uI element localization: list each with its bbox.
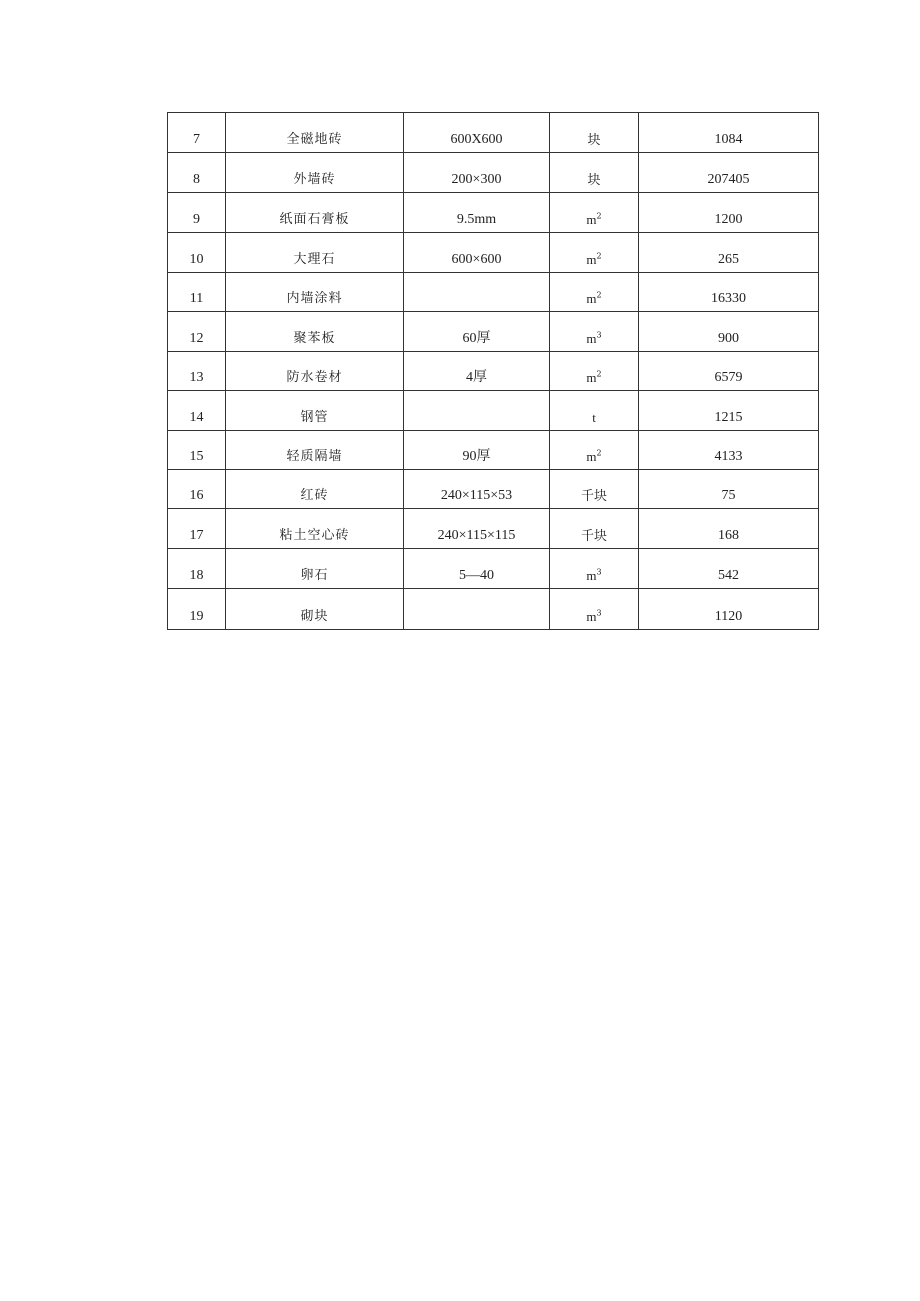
specification-cell: 600×600 — [404, 233, 550, 273]
material-name-cell: 钢管 — [226, 391, 404, 431]
specification-cell: 4厚 — [404, 352, 550, 391]
unit-exponent: 3 — [596, 608, 602, 618]
specification-cell — [404, 589, 550, 630]
material-name-cell: 轻质隔墙 — [226, 431, 404, 470]
unit-cell — [550, 193, 639, 233]
table-row — [168, 233, 819, 273]
unit-text: 块 — [587, 132, 601, 147]
unit-exponent: 2 — [596, 448, 602, 458]
unit-exponent: 2 — [596, 369, 602, 379]
row-number-cell: 16 — [168, 470, 226, 509]
unit-text: m — [586, 212, 597, 227]
row-number-cell: 19 — [168, 589, 226, 630]
table-row — [168, 273, 819, 312]
unit-cell — [550, 153, 639, 193]
unit-text: m — [586, 568, 597, 583]
unit-text: t — [592, 410, 596, 425]
unit-exponent: 2 — [596, 211, 602, 221]
row-number-cell: 14 — [168, 391, 226, 431]
unit-exponent: 2 — [596, 290, 602, 300]
quantity-cell: 1084 — [639, 113, 819, 153]
unit-cell — [550, 391, 639, 431]
table-row — [168, 312, 819, 352]
specification-cell: 90厚 — [404, 431, 550, 470]
unit-text: m — [586, 252, 597, 267]
specification-cell — [404, 273, 550, 312]
row-number-cell: 11 — [168, 273, 226, 312]
material-name-cell: 粘土空心砖 — [226, 509, 404, 549]
table-row — [168, 352, 819, 391]
row-number-cell: 13 — [168, 352, 226, 391]
material-name-cell: 外墙砖 — [226, 153, 404, 193]
row-number-cell: 12 — [168, 312, 226, 352]
unit-text: m — [586, 291, 597, 306]
material-name-cell: 纸面石膏板 — [226, 193, 404, 233]
unit-cell — [550, 470, 639, 509]
row-number-cell: 18 — [168, 549, 226, 589]
quantity-cell: 168 — [639, 509, 819, 549]
unit-text: m — [586, 331, 597, 346]
materials-table — [167, 112, 819, 630]
specification-cell — [404, 391, 550, 431]
specification-cell: 600X600 — [404, 113, 550, 153]
material-name-cell: 砌块 — [226, 589, 404, 630]
unit-cell — [550, 431, 639, 470]
unit-cell — [550, 509, 639, 549]
specification-cell: 60厚 — [404, 312, 550, 352]
materials-table-body — [168, 113, 819, 630]
material-name-cell: 大理石 — [226, 233, 404, 273]
specification-cell: 200×300 — [404, 153, 550, 193]
material-name-cell: 全磁地砖 — [226, 113, 404, 153]
quantity-cell: 265 — [639, 233, 819, 273]
unit-cell — [550, 273, 639, 312]
row-number-cell: 7 — [168, 113, 226, 153]
specification-cell: 9.5mm — [404, 193, 550, 233]
unit-exponent: 3 — [596, 330, 602, 340]
unit-text: m — [586, 449, 597, 464]
quantity-cell: 4133 — [639, 431, 819, 470]
table-row — [168, 391, 819, 431]
material-name-cell: 卵石 — [226, 549, 404, 589]
unit-text: 千块 — [580, 528, 607, 543]
quantity-cell: 75 — [639, 470, 819, 509]
table-row — [168, 549, 819, 589]
material-name-cell: 红砖 — [226, 470, 404, 509]
quantity-cell: 542 — [639, 549, 819, 589]
unit-cell — [550, 233, 639, 273]
quantity-cell: 900 — [639, 312, 819, 352]
unit-text: 千块 — [580, 488, 607, 503]
row-number-cell: 10 — [168, 233, 226, 273]
quantity-cell: 1200 — [639, 193, 819, 233]
material-name-cell: 防水卷材 — [226, 352, 404, 391]
row-number-cell: 9 — [168, 193, 226, 233]
unit-exponent: 2 — [596, 251, 602, 261]
table-row — [168, 193, 819, 233]
unit-text: 块 — [587, 172, 601, 187]
unit-cell — [550, 312, 639, 352]
unit-exponent: 3 — [596, 567, 602, 577]
unit-cell — [550, 589, 639, 630]
row-number-cell: 17 — [168, 509, 226, 549]
row-number-cell: 8 — [168, 153, 226, 193]
quantity-cell: 16330 — [639, 273, 819, 312]
quantity-cell: 1120 — [639, 589, 819, 630]
quantity-cell: 207405 — [639, 153, 819, 193]
unit-text: m — [586, 609, 597, 624]
material-name-cell: 聚苯板 — [226, 312, 404, 352]
quantity-cell: 6579 — [639, 352, 819, 391]
unit-text: m — [586, 370, 597, 385]
material-name-cell: 内墙涂料 — [226, 273, 404, 312]
quantity-cell: 1215 — [639, 391, 819, 431]
table-row — [168, 153, 819, 193]
unit-cell — [550, 113, 639, 153]
table-row — [168, 509, 819, 549]
specification-cell: 5—40 — [404, 549, 550, 589]
row-number-cell: 15 — [168, 431, 226, 470]
specification-cell: 240×115×53 — [404, 470, 550, 509]
unit-cell — [550, 549, 639, 589]
table-row — [168, 113, 819, 153]
table-row — [168, 470, 819, 509]
table-row — [168, 589, 819, 630]
unit-cell — [550, 352, 639, 391]
specification-cell: 240×115×115 — [404, 509, 550, 549]
table-row — [168, 431, 819, 470]
